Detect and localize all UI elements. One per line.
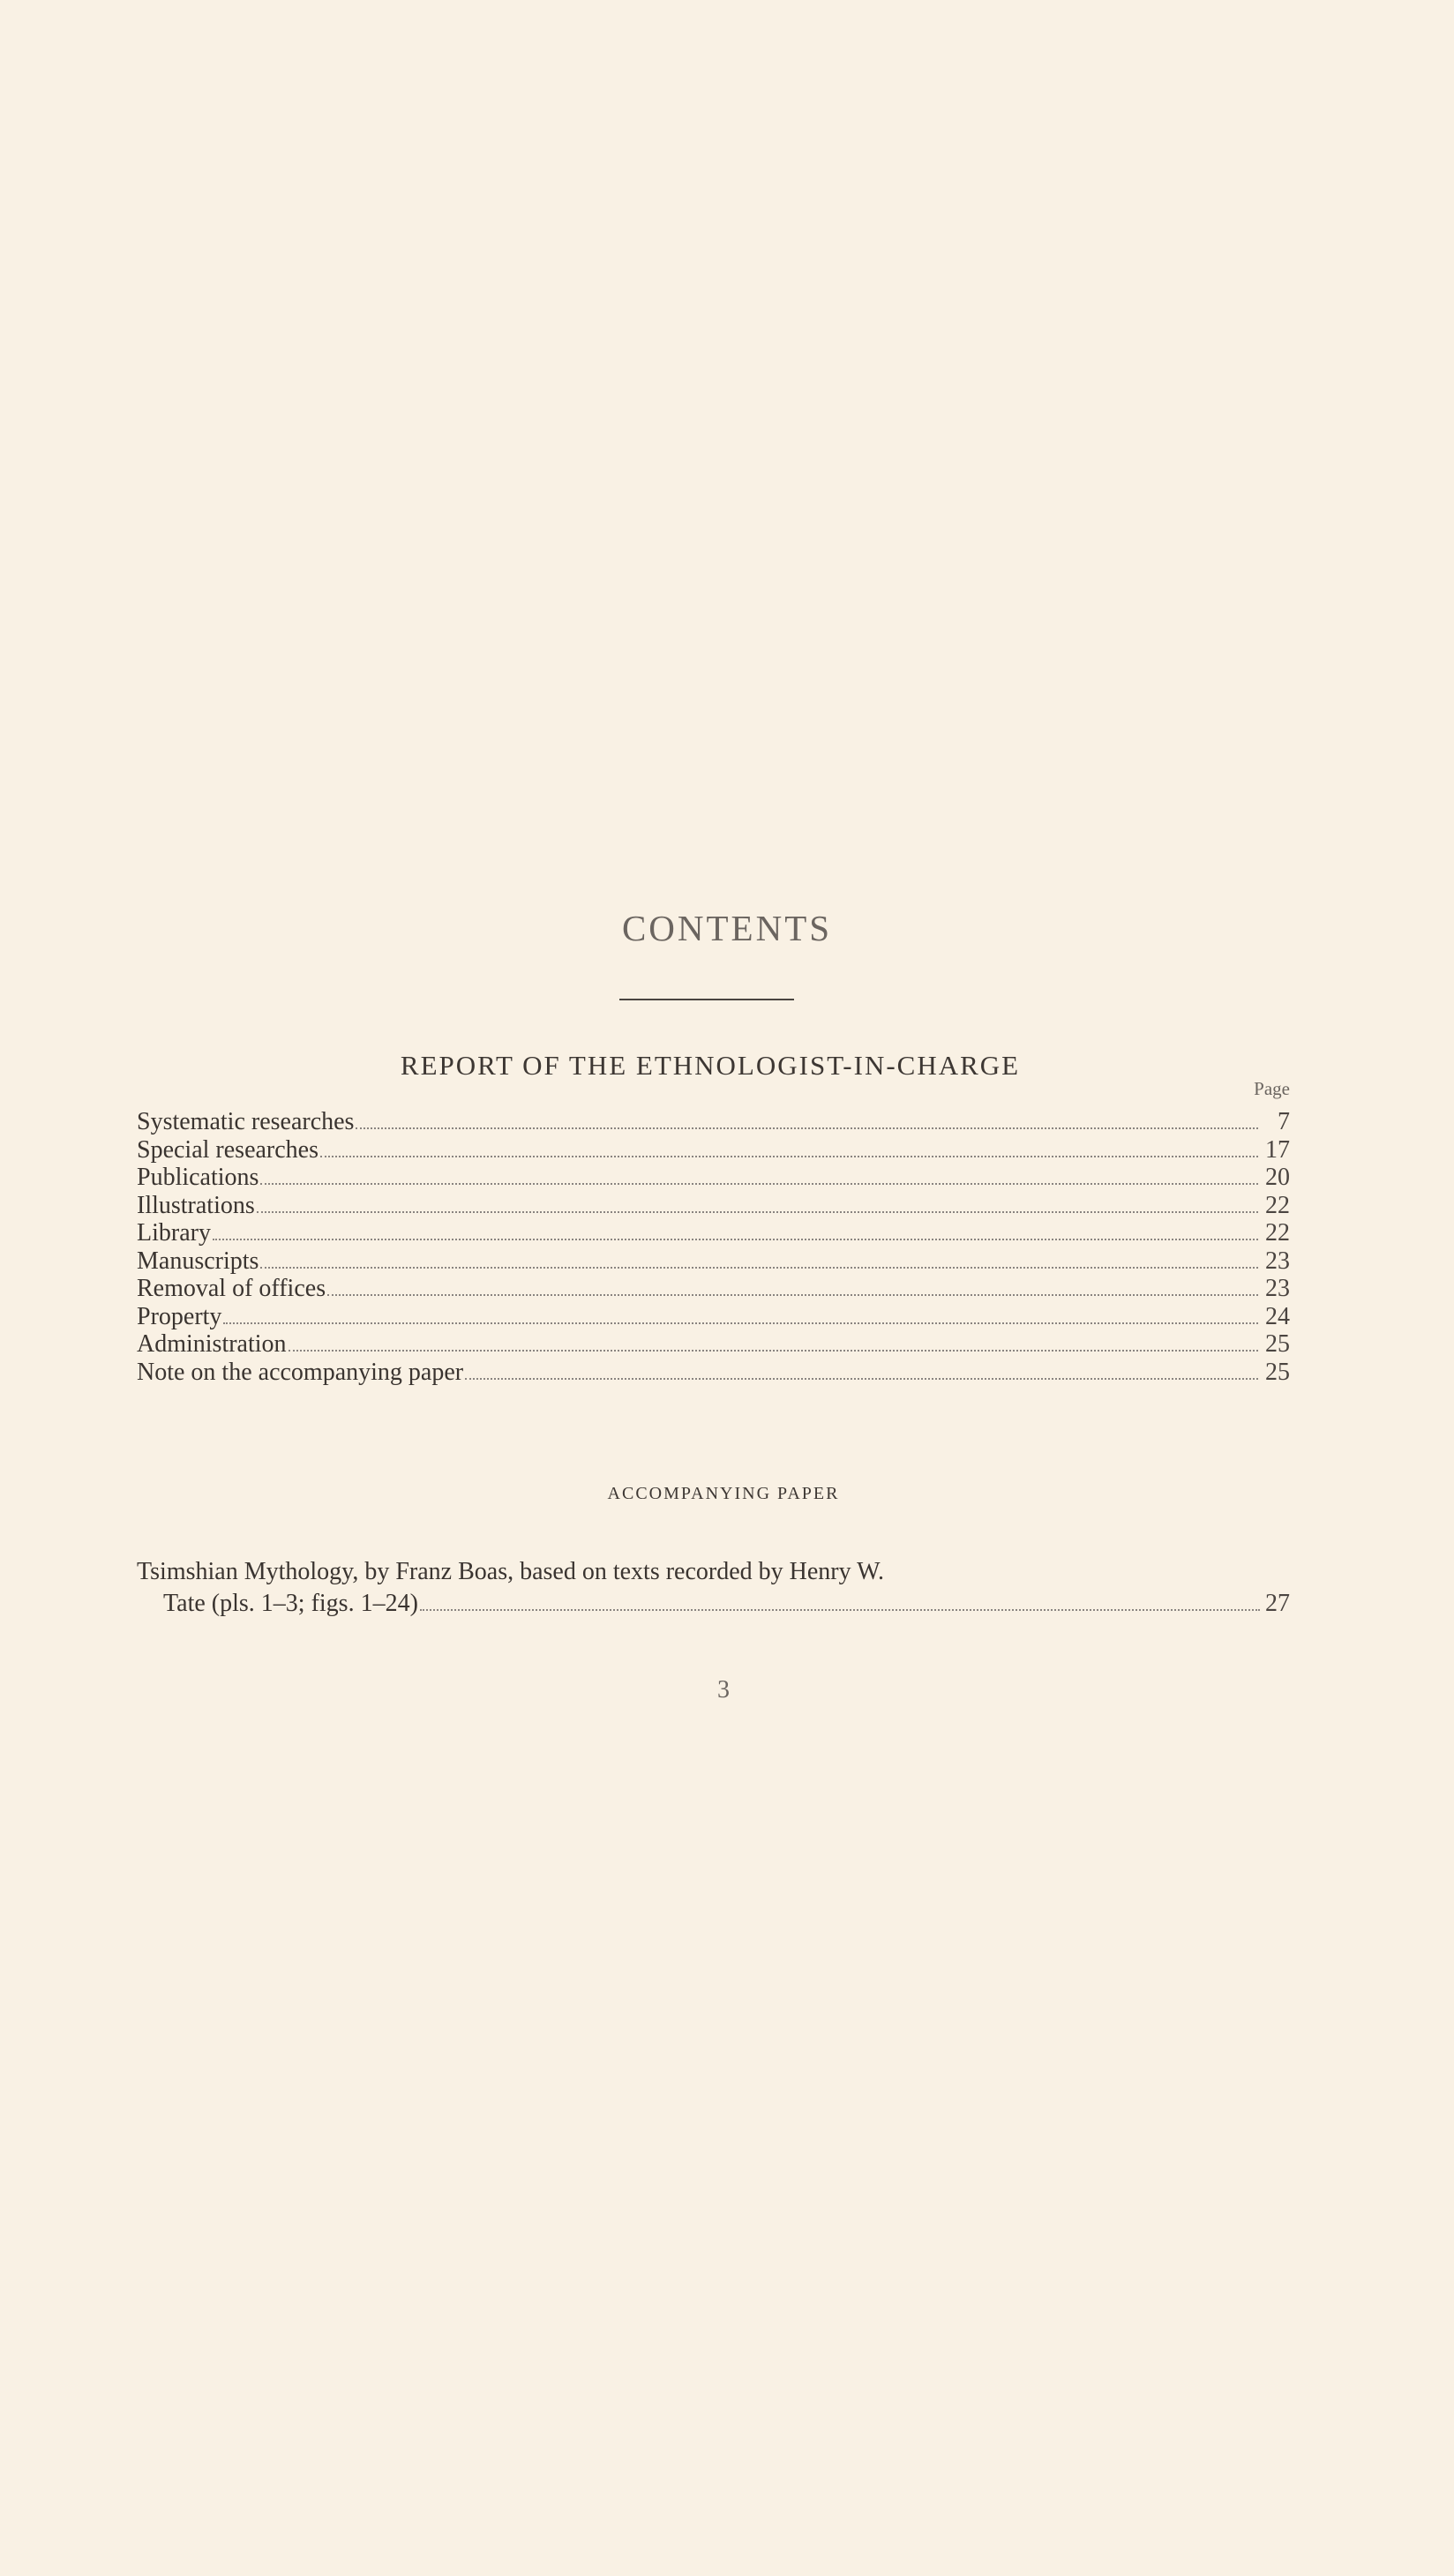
page-column-label: Page [1254, 1078, 1290, 1099]
toc-entry-page: 23 [1265, 1275, 1290, 1302]
dot-leader [356, 1127, 1258, 1129]
toc-entry [137, 1247, 1290, 1276]
toc-entry [137, 1359, 1290, 1387]
dot-leader [213, 1239, 1258, 1240]
toc-entry [137, 1219, 1290, 1247]
toc-entry [137, 1330, 1290, 1359]
toc-entry [137, 1164, 1290, 1192]
accompanying-section-heading: ACCOMPANYING PAPER [607, 1484, 840, 1503]
toc-entry-label: Manuscripts [137, 1247, 259, 1275]
accompanying-entry-line1: Tsimshian Mythology, by Franz Boas, based on texts recorded by Henry W. [137, 1558, 884, 1585]
toc-entry [137, 1108, 1290, 1136]
dot-leader [327, 1294, 1258, 1296]
toc-entry-page: 22 [1265, 1219, 1290, 1247]
dot-leader [420, 1609, 1260, 1611]
dot-leader [465, 1378, 1258, 1380]
toc-entry-label: Property [137, 1302, 222, 1330]
accompanying-entry-label: Tate (pls. 1–3; figs. 1–24) [163, 1590, 418, 1617]
toc-entry-page: 22 [1265, 1191, 1290, 1219]
toc-entry-label: Note on the accompanying paper [137, 1358, 464, 1386]
title-rule [619, 999, 794, 1000]
accompanying-entry-page: 27 [1265, 1590, 1290, 1617]
toc-list [137, 1108, 1290, 1386]
toc-entry [137, 1303, 1290, 1331]
toc-entry [137, 1275, 1290, 1303]
accompanying-entry-line2 [137, 1588, 1290, 1620]
report-section-heading: REPORT OF THE ETHNOLOGIST-IN-CHARGE [400, 1050, 1021, 1081]
toc-entry-page: 23 [1265, 1247, 1290, 1275]
toc-entry-page: 24 [1265, 1302, 1290, 1330]
toc-entry-page: 7 [1278, 1108, 1290, 1135]
dot-leader [260, 1267, 1258, 1269]
toc-entry-label: Library [137, 1219, 211, 1247]
toc-entry-label: Special researches [137, 1135, 319, 1164]
toc-entry-page: 17 [1265, 1135, 1290, 1164]
page-number: 3 [717, 1676, 730, 1704]
dot-leader [223, 1322, 1258, 1324]
toc-entry-label: Administration [137, 1330, 287, 1358]
toc-entry-label: Removal of offices [137, 1275, 326, 1302]
toc-entry-page: 20 [1265, 1164, 1290, 1191]
dot-leader [320, 1156, 1258, 1157]
dot-leader [257, 1211, 1258, 1213]
toc-entry-label: Publications [137, 1164, 259, 1191]
toc-entry-page: 25 [1265, 1330, 1290, 1358]
toc-entry-label: Illustrations [137, 1191, 255, 1219]
toc-entry [137, 1192, 1290, 1220]
dot-leader [289, 1350, 1258, 1352]
toc-entry [137, 1136, 1290, 1164]
accompanying-entry [137, 1556, 1290, 1620]
dot-leader [260, 1183, 1258, 1185]
toc-entry-label: Systematic researches [137, 1108, 355, 1135]
page-title: CONTENTS [621, 908, 833, 948]
toc-entry-page: 25 [1265, 1358, 1290, 1386]
